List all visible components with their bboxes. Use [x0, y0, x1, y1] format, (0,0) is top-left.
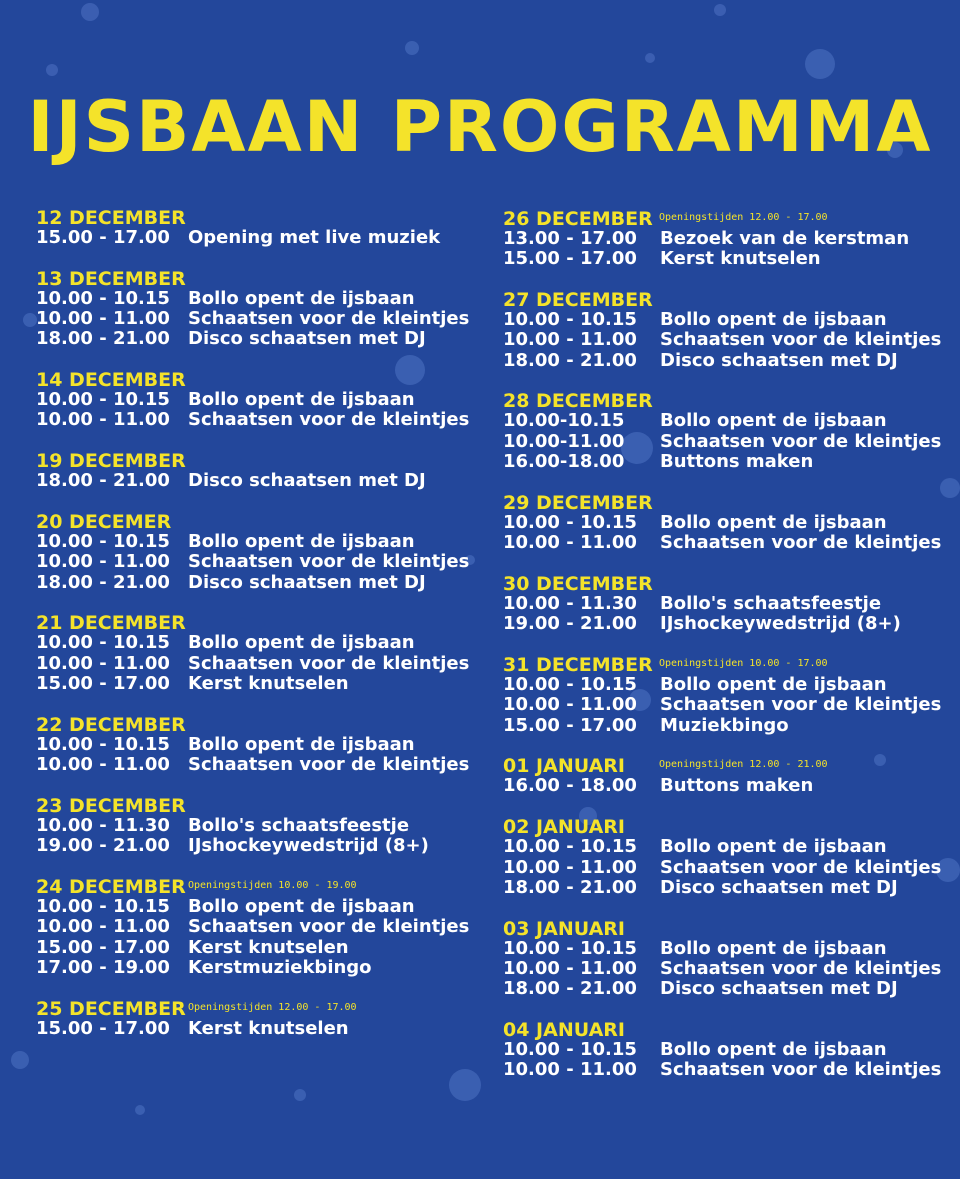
time-range: 16.00-18.00 — [503, 451, 625, 473]
day-spacer — [36, 593, 186, 614]
time-range: 18.00 - 21.00 — [503, 349, 637, 371]
schedule-row — [503, 1059, 942, 1081]
time-range: 15.00 - 17.00 — [36, 673, 170, 695]
schedule-row — [36, 409, 470, 431]
day-header — [503, 391, 653, 411]
activity: Bollo opent de ijsbaan — [660, 1039, 887, 1061]
opening-hours: Openingstijden 12.00 - 17.00 — [188, 1001, 357, 1013]
day-block — [503, 491, 942, 554]
time-range: 15.00 - 17.00 — [503, 714, 637, 736]
day-header — [503, 290, 653, 310]
time-range: 16.00 - 18.00 — [503, 775, 637, 797]
day-date: 03 JANUARI — [503, 917, 625, 940]
time-range: 10.00 - 10.15 — [503, 511, 637, 533]
day-spacer — [503, 898, 653, 919]
time-range: 18.00 - 21.00 — [36, 470, 170, 492]
day-date: 29 DECEMBER — [503, 491, 653, 514]
day-block — [36, 369, 470, 431]
time-range: 10.00 - 11.00 — [503, 694, 637, 716]
activity: Disco schaatsen met DJ — [660, 876, 898, 898]
time-range: 15.00 - 17.00 — [503, 248, 637, 270]
time-range: 10.00 - 10.15 — [503, 1039, 637, 1061]
day-spacer — [36, 431, 186, 452]
time-range: 15.00 - 17.00 — [36, 1017, 170, 1039]
day-header — [36, 451, 186, 471]
schedule-row — [503, 957, 942, 979]
schedule-row — [36, 814, 410, 836]
schedule-row — [503, 228, 910, 249]
schedule-column-left — [36, 207, 470, 1039]
time-range: 10.00 - 10.15 — [36, 389, 170, 411]
day-header — [36, 208, 186, 228]
time-range: 10.00 - 10.15 — [36, 632, 170, 654]
activity: Buttons maken — [660, 451, 814, 473]
schedule-row — [503, 410, 887, 432]
day-spacer — [503, 635, 653, 656]
day-block — [503, 917, 942, 1000]
day-block — [36, 713, 470, 776]
day-date: 30 DECEMBER — [503, 572, 653, 595]
schedule-row — [503, 329, 942, 351]
time-range: 10.00 - 10.15 — [36, 733, 170, 755]
day-block — [503, 208, 910, 270]
activity: Bollo opent de ijsbaan — [660, 937, 887, 959]
day-header — [36, 613, 186, 633]
time-range: 18.00 - 21.00 — [503, 876, 637, 898]
schedule-row — [503, 349, 898, 371]
day-header — [503, 1020, 653, 1040]
time-range: 10.00 - 11.00 — [503, 1059, 637, 1081]
time-range: 18.00 - 21.00 — [36, 328, 170, 350]
time-range: 17.00 - 19.00 — [36, 956, 170, 978]
activity: IJshockeywedstrijd (8+) — [660, 613, 901, 635]
day-block — [503, 816, 942, 898]
schedule-row — [503, 714, 789, 736]
time-range: 10.00 - 10.15 — [36, 531, 170, 553]
day-header — [503, 755, 828, 778]
activity: Kerst knutselen — [188, 673, 349, 695]
activity: Schaatsen voor de kleintjes — [660, 1059, 942, 1081]
schedule-row — [36, 916, 470, 938]
time-range: 10.00 - 11.00 — [503, 532, 637, 554]
day-date: 01 JANUARI — [503, 755, 625, 778]
day-spacer — [503, 797, 653, 818]
schedule-row — [36, 673, 349, 695]
day-spacer — [503, 472, 653, 493]
day-date: 22 DECEMBER — [36, 713, 186, 736]
day-spacer — [36, 350, 186, 371]
opening-hours: Openingstijden 12.00 - 21.00 — [659, 759, 828, 771]
schedule-row — [36, 632, 415, 654]
day-date: 28 DECEMBER — [503, 390, 653, 413]
day-date: 27 DECEMBER — [503, 289, 653, 312]
activity: Schaatsen voor de kleintjes — [188, 409, 470, 431]
activity: Bollo opent de ijsbaan — [660, 511, 887, 533]
day-header — [36, 370, 186, 390]
activity: Schaatsen voor de kleintjes — [660, 532, 942, 554]
day-date: 20 DECEMER — [36, 511, 172, 534]
day-block — [36, 612, 470, 695]
time-range: 10.00-10.15 — [503, 410, 625, 432]
schedule-row — [36, 1017, 349, 1039]
schedule-row — [36, 389, 415, 411]
day-block — [503, 390, 942, 473]
schedule-row — [503, 430, 942, 452]
time-range: 10.00-11.00 — [503, 430, 625, 452]
day-block — [503, 289, 942, 371]
activity: Bezoek van de kerstman — [660, 228, 910, 249]
schedule-row — [36, 470, 426, 492]
day-block — [503, 572, 901, 635]
schedule-row — [503, 451, 814, 473]
opening-hours: Openingstijden 10.00 - 17.00 — [659, 658, 828, 670]
schedule-row — [503, 856, 942, 878]
day-header — [503, 919, 653, 939]
activity: Opening met live muziek — [188, 227, 441, 248]
schedule-row — [503, 1039, 887, 1061]
schedule-row — [503, 613, 901, 635]
day-date: 12 DECEMBER — [36, 207, 186, 229]
schedule-row — [36, 227, 441, 248]
schedule-row — [503, 309, 887, 331]
day-spacer — [36, 248, 186, 269]
activity: Disco schaatsen met DJ — [660, 978, 898, 1000]
day-header — [503, 493, 653, 513]
time-range: 10.00 - 10.15 — [36, 287, 170, 309]
schedule-row — [503, 248, 821, 270]
day-header — [503, 574, 653, 594]
activity: Bollo opent de ijsbaan — [660, 674, 887, 696]
day-block — [36, 450, 426, 492]
activity: Schaatsen voor de kleintjes — [188, 754, 470, 776]
activity: Schaatsen voor de kleintjes — [660, 694, 942, 716]
activity: Bollo opent de ijsbaan — [188, 287, 415, 309]
schedule-row — [503, 836, 887, 858]
activity: Disco schaatsen met DJ — [660, 349, 898, 371]
activity: Bollo opent de ijsbaan — [660, 309, 887, 331]
activity: Bollo's schaatsfeestje — [188, 814, 410, 836]
day-spacer — [503, 553, 653, 574]
schedule-row — [503, 978, 898, 1000]
schedule-row — [503, 592, 882, 614]
activity: Bollo opent de ijsbaan — [660, 410, 887, 432]
activity: Bollo opent de ijsbaan — [188, 389, 415, 411]
time-range: 10.00 - 11.00 — [36, 916, 170, 938]
schedule-row — [503, 694, 942, 716]
time-range: 10.00 - 10.15 — [503, 309, 637, 331]
schedule-row — [36, 956, 372, 978]
activity: Bollo opent de ijsbaan — [188, 896, 415, 918]
activity: Schaatsen voor de kleintjes — [188, 652, 470, 674]
day-date: 14 DECEMBER — [36, 369, 186, 392]
opening-hours: Openingstijden 10.00 - 19.00 — [188, 880, 357, 892]
activity: Schaatsen voor de kleintjes — [188, 916, 470, 938]
day-header — [36, 512, 186, 532]
time-range: 10.00 - 11.00 — [36, 308, 170, 330]
day-spacer — [503, 736, 653, 757]
day-header — [503, 654, 828, 677]
day-header — [36, 715, 186, 735]
day-date: 13 DECEMBER — [36, 267, 186, 290]
schedule-row — [36, 551, 470, 573]
day-spacer — [36, 775, 186, 796]
schedule-row — [36, 936, 349, 958]
schedule-row — [36, 733, 415, 755]
activity: Schaatsen voor de kleintjes — [188, 308, 470, 330]
page-title: IJSBAAN PROGRAMMA — [27, 86, 933, 168]
activity: Bollo opent de ijsbaan — [188, 632, 415, 654]
activity: Kerst knutselen — [188, 936, 349, 958]
activity: Disco schaatsen met DJ — [188, 470, 426, 492]
schedule-column-right — [503, 208, 942, 1081]
time-range: 15.00 - 17.00 — [36, 227, 170, 248]
schedule-row — [503, 674, 887, 696]
day-block — [36, 267, 470, 350]
schedule-row — [36, 835, 429, 857]
schedule-row — [503, 532, 942, 554]
time-range: 18.00 - 21.00 — [36, 571, 170, 593]
day-header — [36, 876, 357, 899]
activity: Bollo opent de ijsbaan — [188, 531, 415, 553]
schedule-row — [503, 511, 887, 533]
time-range: 10.00 - 10.15 — [503, 937, 637, 959]
day-date: 04 JANUARI — [503, 1019, 625, 1042]
day-date: 25 DECEMBER — [36, 997, 186, 1020]
activity: IJshockeywedstrijd (8+) — [188, 835, 429, 857]
time-range: 10.00 - 11.30 — [36, 814, 170, 836]
activity: Disco schaatsen met DJ — [188, 571, 426, 593]
day-spacer — [503, 1000, 653, 1021]
day-spacer — [36, 857, 186, 878]
day-header — [36, 269, 186, 289]
day-block — [36, 876, 470, 978]
activity: Buttons maken — [660, 775, 814, 797]
day-header — [503, 817, 653, 837]
activity: Disco schaatsen met DJ — [188, 328, 426, 350]
day-spacer — [503, 371, 653, 392]
time-range: 10.00 - 10.15 — [503, 674, 637, 696]
schedule-row — [503, 876, 898, 898]
time-range: 18.00 - 21.00 — [503, 978, 637, 1000]
day-date: 02 JANUARI — [503, 816, 625, 839]
activity: Kerstmuziekbingo — [188, 956, 372, 978]
activity: Schaatsen voor de kleintjes — [660, 856, 942, 878]
day-block — [503, 755, 828, 797]
time-range: 10.00 - 11.00 — [36, 409, 170, 431]
day-block — [503, 1019, 942, 1081]
day-block — [36, 997, 357, 1039]
time-range: 10.00 - 11.00 — [503, 329, 637, 351]
schedule-row — [36, 287, 415, 309]
schedule-row — [503, 937, 887, 959]
day-date: 21 DECEMBER — [36, 612, 186, 635]
day-block — [36, 511, 470, 593]
schedule-row — [36, 571, 426, 593]
time-range: 10.00 - 11.00 — [36, 754, 170, 776]
schedule-row — [36, 531, 415, 553]
time-range: 10.00 - 11.00 — [36, 652, 170, 674]
time-range: 10.00 - 11.00 — [36, 551, 170, 573]
day-date: 31 DECEMBER — [503, 654, 653, 677]
day-spacer — [36, 978, 186, 999]
activity: Schaatsen voor de kleintjes — [660, 430, 942, 452]
time-range: 15.00 - 17.00 — [36, 936, 170, 958]
day-header — [36, 796, 186, 816]
activity: Bollo opent de ijsbaan — [188, 733, 415, 755]
activity: Schaatsen voor de kleintjes — [660, 957, 942, 979]
time-range: 19.00 - 21.00 — [503, 613, 637, 635]
time-range: 10.00 - 11.00 — [503, 856, 637, 878]
day-header — [36, 997, 357, 1020]
activity: Muziekbingo — [660, 714, 789, 736]
day-block — [36, 794, 429, 857]
activity: Bollo opent de ijsbaan — [660, 836, 887, 858]
time-range: 10.00 - 11.30 — [503, 592, 637, 614]
schedule-row — [36, 754, 470, 776]
day-date: 19 DECEMBER — [36, 450, 186, 473]
time-range: 10.00 - 11.00 — [503, 957, 637, 979]
activity: Kerst knutselen — [660, 248, 821, 270]
day-block — [503, 654, 942, 736]
day-block — [36, 207, 441, 248]
day-date: 26 DECEMBER — [503, 208, 653, 230]
activity: Schaatsen voor de kleintjes — [188, 551, 470, 573]
day-spacer — [36, 492, 186, 513]
schedule-row — [36, 308, 470, 330]
schedule-row — [503, 775, 814, 797]
activity: Schaatsen voor de kleintjes — [660, 329, 942, 351]
opening-hours: Openingstijden 12.00 - 17.00 — [659, 212, 828, 223]
time-range: 10.00 - 10.15 — [503, 836, 637, 858]
activity: Kerst knutselen — [188, 1017, 349, 1039]
day-header — [503, 208, 828, 230]
schedule-row — [36, 328, 426, 350]
day-date: 23 DECEMBER — [36, 794, 186, 817]
time-range: 19.00 - 21.00 — [36, 835, 170, 857]
schedule-row — [36, 896, 415, 918]
activity: Bollo's schaatsfeestje — [660, 592, 882, 614]
time-range: 10.00 - 10.15 — [36, 896, 170, 918]
time-range: 13.00 - 17.00 — [503, 228, 637, 249]
day-spacer — [503, 270, 653, 291]
schedule-row — [36, 652, 470, 674]
day-date: 24 DECEMBER — [36, 876, 186, 899]
day-spacer — [36, 694, 186, 715]
